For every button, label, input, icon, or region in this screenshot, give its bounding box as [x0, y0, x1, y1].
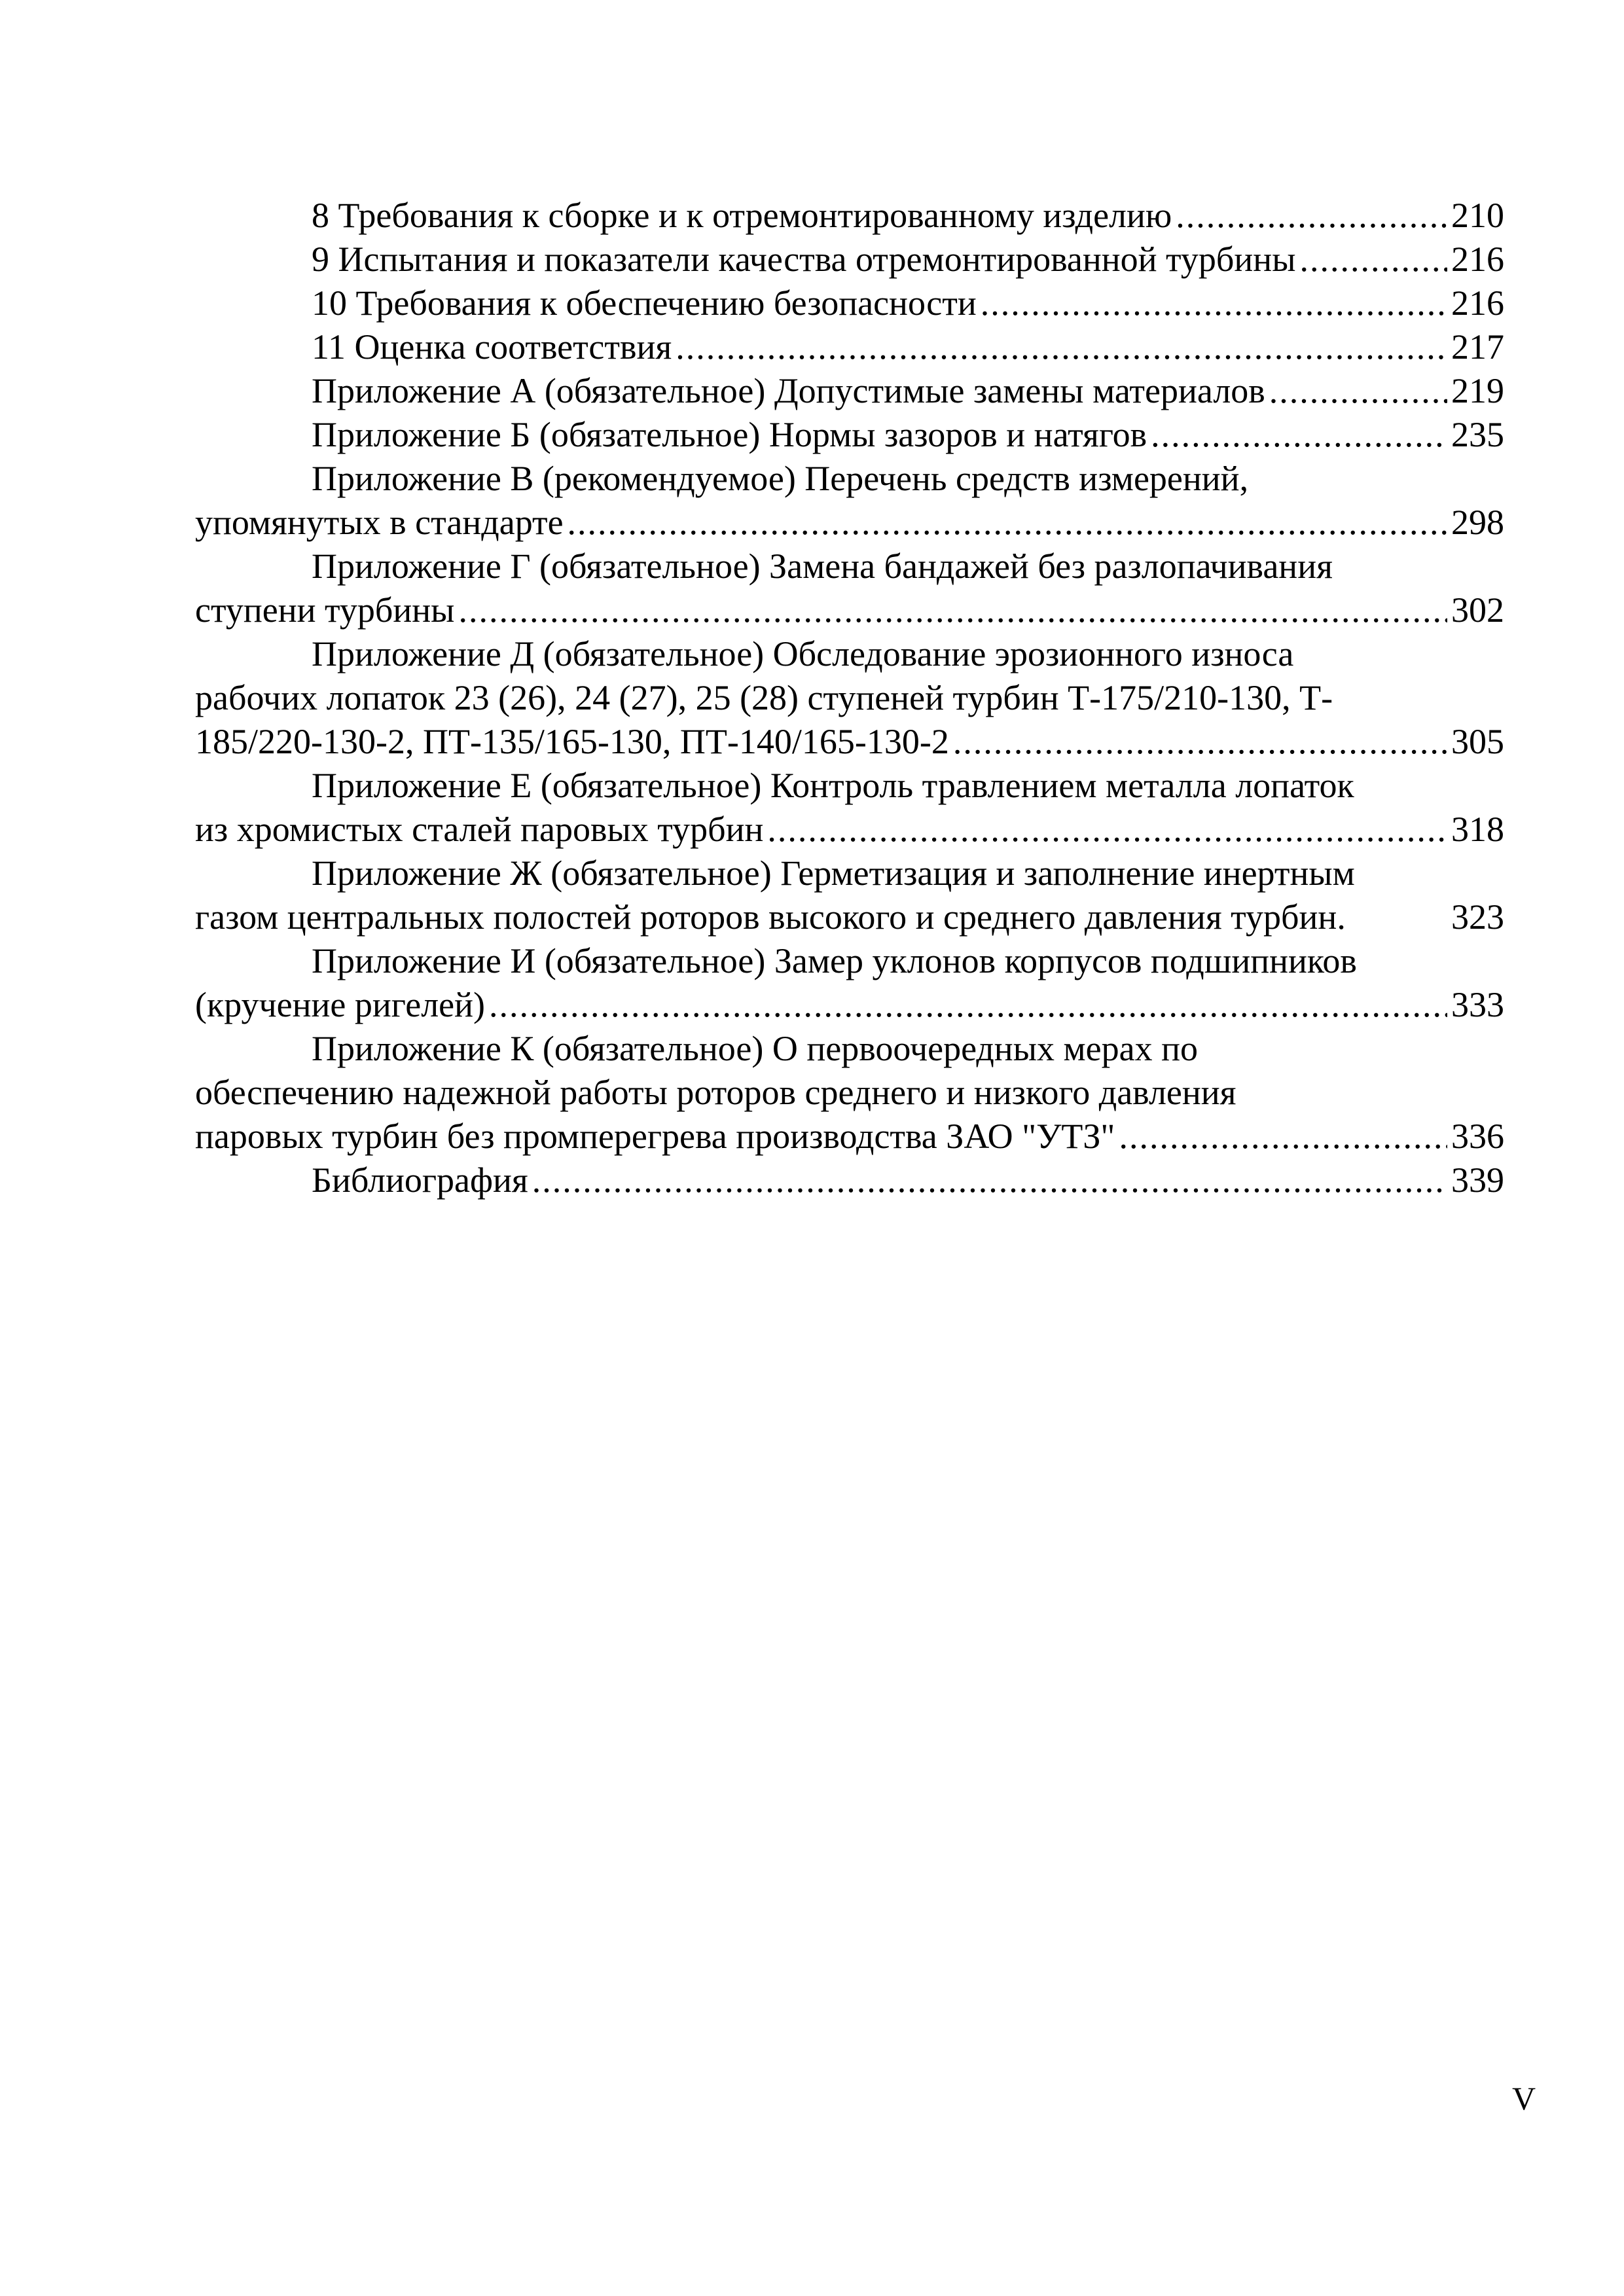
- toc-entry-line: [195, 852, 1504, 895]
- dot-leader: [1269, 369, 1447, 413]
- toc-page-ref: 336: [1451, 1117, 1504, 1156]
- toc-entry: [195, 194, 1504, 238]
- toc-entry-text: 185/220-130-2, ПТ-135/165-130, ПТ-140/165-130-2: [195, 722, 949, 761]
- toc-entry: [195, 325, 1504, 369]
- dot-leader: [568, 501, 1447, 545]
- toc-entry-text: обеспечению надежной работы роторов среднего и низкого давления: [195, 1073, 1236, 1112]
- toc-entry-line: [195, 808, 1504, 852]
- toc-entry-text: газом центральных полостей роторов высокого и среднего давления турбин.: [195, 897, 1346, 937]
- dot-leader: [489, 983, 1447, 1027]
- dot-leader: [1299, 238, 1447, 281]
- toc-entry-line: [195, 676, 1504, 720]
- toc-entry-text: Приложение Ж (обязательное) Герметизация и заполнение инертным: [312, 853, 1355, 893]
- toc-entry-text: Приложение Д (обязательное) Обследование эрозионного износа: [312, 634, 1294, 673]
- toc-entry-text: Приложение А (обязательное) Допустимые замены материалов: [312, 371, 1265, 410]
- toc-entry-line: [195, 194, 1504, 238]
- toc-entry-line: [195, 1158, 1504, 1202]
- toc-entry-text: 9 Испытания и показатели качества отремонтированной турбины: [312, 240, 1296, 279]
- toc-entry-text: Приложение Г (обязательное) Замена бандажей без разлопачивания: [312, 547, 1333, 586]
- toc-entry-text: упомянутых в стандарте: [195, 503, 564, 542]
- toc-entry-text: ступени турбины: [195, 590, 455, 630]
- toc-entry-line: [195, 939, 1504, 983]
- dot-leader: [532, 1158, 1447, 1202]
- toc-entry: [195, 413, 1504, 457]
- toc-entry-text: из хромистых сталей паровых турбин: [195, 810, 764, 849]
- toc-page-ref: 216: [1451, 240, 1504, 279]
- toc-entry: [195, 457, 1504, 545]
- toc-entry: [195, 1158, 1504, 1202]
- toc-entry-line: [195, 764, 1504, 808]
- toc-entry-text: Приложение Е (обязательное) Контроль травлением металла лопаток: [312, 766, 1354, 805]
- toc-entry-line: [195, 1115, 1504, 1158]
- toc-entry-line: [195, 457, 1504, 501]
- toc-entry: [195, 281, 1504, 325]
- dot-leader: [953, 720, 1447, 764]
- toc-entry: [195, 369, 1504, 413]
- toc-entry-line: [195, 720, 1504, 764]
- toc-entry-line: [195, 895, 1504, 939]
- toc-entry-text: Приложение В (рекомендуемое) Перечень средств измерений,: [312, 459, 1249, 498]
- toc-page-ref: 323: [1451, 897, 1504, 937]
- toc-entry-line: [195, 413, 1504, 457]
- toc-entry-text: Библиография: [312, 1160, 528, 1200]
- dot-leader: [1176, 194, 1447, 238]
- toc-entry-text: рабочих лопаток 23 (26), 24 (27), 25 (28) ступеней турбин Т-175/210-130, Т-: [195, 678, 1333, 717]
- toc-page-ref: 210: [1451, 196, 1504, 235]
- toc-entry: [195, 1027, 1504, 1158]
- toc-entry-line: [195, 588, 1504, 632]
- toc-entry: [195, 545, 1504, 632]
- toc-entry: [195, 238, 1504, 281]
- dot-leader: [1119, 1115, 1447, 1158]
- toc-entry-line: [195, 545, 1504, 588]
- toc-page-ref: 318: [1451, 810, 1504, 849]
- toc-entry-line: [195, 325, 1504, 369]
- toc-entry: [195, 764, 1504, 852]
- toc-page-ref: 216: [1451, 283, 1504, 323]
- toc-page-ref: 333: [1451, 985, 1504, 1024]
- page-number: V: [1512, 2080, 1536, 2117]
- toc-entry-text: 10 Требования к обеспечению безопасности: [312, 283, 977, 323]
- toc-entry-text: Приложение К (обязательное) О первоочередных мерах по: [312, 1029, 1198, 1068]
- toc-entry-text: Приложение Б (обязательное) Нормы зазоров и натягов: [312, 415, 1147, 454]
- toc-entry-line: [195, 501, 1504, 545]
- toc-entry-text: Приложение И (обязательное) Замер уклонов корпусов подшипников: [312, 941, 1357, 980]
- toc-entry-text: 11 Оценка соответствия: [312, 327, 672, 367]
- toc-entry-line: [195, 983, 1504, 1027]
- toc-page-ref: 298: [1451, 503, 1504, 542]
- toc-entry-line: [195, 281, 1504, 325]
- toc-page-ref: 339: [1451, 1160, 1504, 1200]
- dot-leader: [458, 588, 1447, 632]
- toc-page-ref: 302: [1451, 590, 1504, 630]
- toc-entry: [195, 852, 1504, 939]
- table-of-contents: [195, 194, 1504, 1202]
- toc-entry-line: [195, 632, 1504, 676]
- toc-entry-line: [195, 1027, 1504, 1071]
- toc-entry-line: [195, 238, 1504, 281]
- toc-entry: [195, 632, 1504, 764]
- toc-entry-text: 8 Требования к сборке и к отремонтированному изделию: [312, 196, 1172, 235]
- toc-entry: [195, 939, 1504, 1027]
- toc-entry-line: [195, 1071, 1504, 1115]
- toc-entry-line: [195, 369, 1504, 413]
- dot-leader: [767, 808, 1447, 852]
- dot-leader: [981, 281, 1447, 325]
- toc-entry-text: паровых турбин без промперегрева производства ЗАО "УТЗ": [195, 1117, 1115, 1156]
- toc-page-ref: 235: [1451, 415, 1504, 454]
- toc-page-ref: 219: [1451, 371, 1504, 410]
- dot-leader: [676, 325, 1447, 369]
- toc-page-ref: 305: [1451, 722, 1504, 761]
- toc-page-ref: 217: [1451, 327, 1504, 367]
- dot-leader: [1151, 413, 1447, 457]
- toc-entry-text: (кручение ригелей): [195, 985, 485, 1024]
